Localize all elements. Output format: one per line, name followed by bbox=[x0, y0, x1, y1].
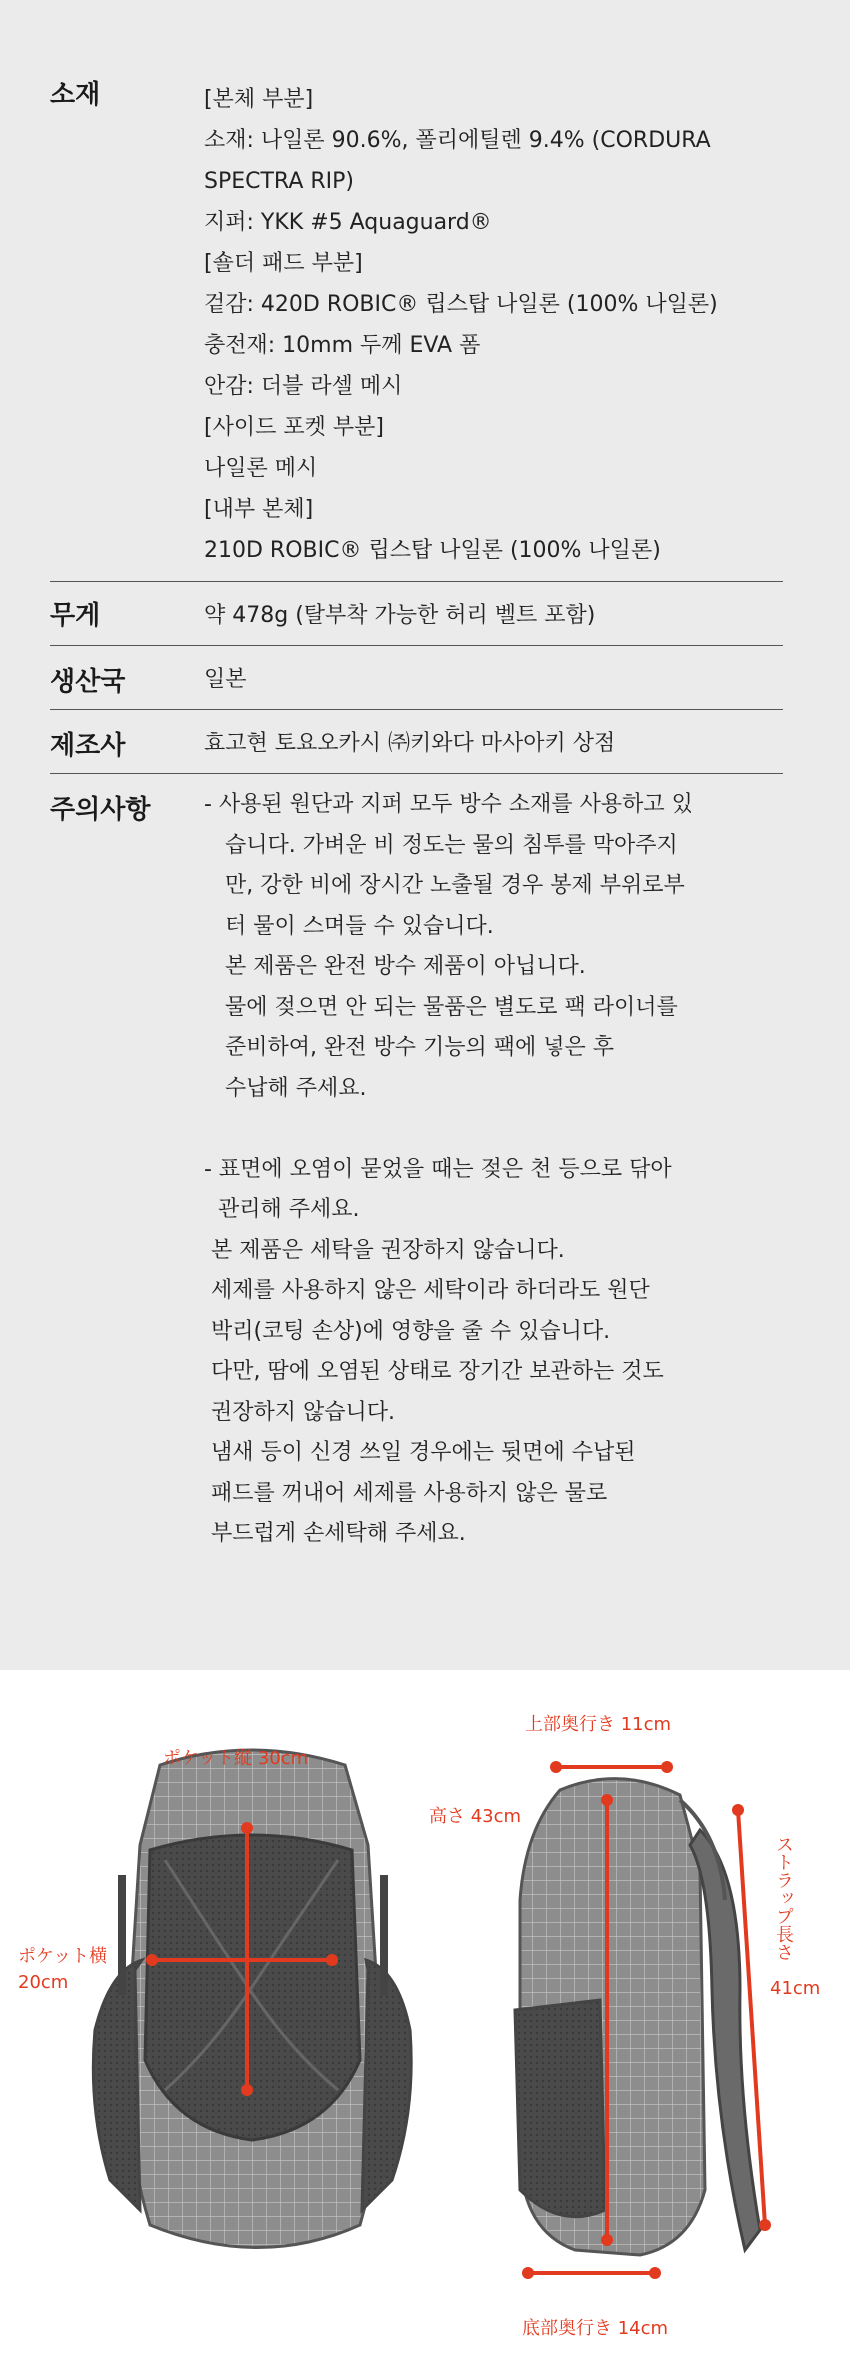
notes-line: 패드를 꺼내어 세제를 사용하지 않은 물로 bbox=[204, 1480, 608, 1506]
material-line: [사이드 포켓 부분] bbox=[204, 415, 384, 440]
notes-row bbox=[50, 775, 783, 1575]
pocket-width-label-2: 20cm bbox=[18, 1972, 69, 1993]
backpack-illustration bbox=[0, 1670, 850, 2361]
material-line: 지퍼: YKK #5 Aquaguard® bbox=[204, 210, 492, 235]
notes-line: - 표면에 오염이 묻었을 때는 젖은 천 등으로 닦아 bbox=[204, 1156, 672, 1182]
notes-line: 수납해 주세요. bbox=[204, 1075, 367, 1101]
material-line: [숄더 패드 부분] bbox=[204, 251, 363, 276]
weight-label: 무게 bbox=[50, 601, 101, 631]
material-line: 소재: 나일론 90.6%, 폴리에틸렌 9.4% (CORDURA bbox=[204, 128, 711, 153]
backpack-front bbox=[93, 1750, 411, 2248]
notes-line: 본 제품은 완전 방수 제품이 아닙니다. bbox=[204, 954, 586, 979]
material-line: [본체 부분] bbox=[204, 87, 314, 112]
weight-row bbox=[50, 583, 783, 646]
notes-line: 다만, 땀에 오염된 상태로 장기간 보관하는 것도 bbox=[204, 1359, 664, 1384]
material-line: 나일론 메시 bbox=[204, 456, 318, 481]
notes-line: 물에 젖으면 안 되는 물품은 별도로 팩 라이너를 bbox=[204, 994, 678, 1020]
weight-text: 약 478g (탈부착 가능한 허리 벨트 포함) bbox=[204, 603, 596, 628]
notes-line: 만, 강한 비에 장시간 노출될 경우 봉제 부위로부 bbox=[204, 873, 685, 898]
notes-line: 박리(코팅 손상)에 영향을 줄 수 있습니다. bbox=[204, 1318, 611, 1344]
product-photo-area bbox=[0, 1670, 850, 2361]
notes-line: 냄새 등이 신경 쓰일 경우에는 뒷면에 수납된 bbox=[204, 1440, 636, 1465]
notes-line: 부드럽게 손세탁해 주세요. bbox=[204, 1521, 466, 1546]
material-line: [내부 본체] bbox=[204, 497, 314, 522]
origin-label: 생산국 bbox=[50, 667, 126, 697]
backpack-side bbox=[515, 1779, 760, 2255]
material-row bbox=[50, 60, 783, 582]
pocket-width-label-1: ポケット横 bbox=[18, 1946, 108, 1967]
pocket-height-label: ポケット縦 30cm bbox=[163, 1748, 309, 1769]
material-line: 210D ROBIC® 립스탑 나일론 (100% 나일론) bbox=[204, 538, 661, 563]
maker-row bbox=[50, 711, 783, 774]
origin-text: 일본 bbox=[204, 667, 247, 692]
notes-line: 준비하여, 완전 방수 기능의 팩에 넣은 후 bbox=[204, 1035, 614, 1060]
maker-text: 효고현 토요오카시 ㈜키와다 마사아키 상점 bbox=[204, 731, 616, 756]
height-label: 高さ 43cm bbox=[429, 1806, 522, 1827]
maker-label: 제조사 bbox=[50, 731, 126, 761]
notes-line bbox=[204, 1109, 693, 1150]
bottom-depth-label: 底部奥行き 14cm bbox=[522, 2318, 669, 2339]
material-line: 안감: 더블 라셀 메시 bbox=[204, 374, 403, 399]
material-line: 충전재: 10mm 두께 EVA 폼 bbox=[204, 333, 481, 358]
top-depth-label: 上部奥行き 11cm bbox=[525, 1714, 672, 1735]
strap-length-value: 41cm bbox=[770, 1978, 821, 1999]
notes-line: 권장하지 않습니다. bbox=[204, 1399, 395, 1425]
strap-length-label: ストラップ長さ bbox=[773, 1835, 794, 1961]
notes-label: 주의사항 bbox=[50, 795, 151, 825]
material-line: 겉감: 420D ROBIC® 립스탑 나일론 (100% 나일론) bbox=[204, 292, 718, 317]
notes-line: 본 제품은 세탁을 권장하지 않습니다. bbox=[204, 1237, 565, 1263]
material-line: SPECTRA RIP) bbox=[204, 169, 354, 194]
material-lines bbox=[204, 79, 718, 571]
origin-row bbox=[50, 647, 783, 710]
material-label: 소재 bbox=[50, 80, 101, 110]
notes-line: 세제를 사용하지 않은 세탁이라 하더라도 원단 bbox=[204, 1278, 650, 1303]
notes-line: - 사용된 원단과 지퍼 모두 방수 소재를 사용하고 있 bbox=[204, 792, 693, 817]
notes-line: 습니다. 가벼운 비 정도는 물의 침투를 막아주지 bbox=[204, 832, 678, 858]
notes-line: 관리해 주세요. bbox=[204, 1197, 360, 1222]
notes-line: 터 물이 스며들 수 있습니다. bbox=[204, 913, 494, 939]
maker-value bbox=[204, 723, 615, 764]
origin-value bbox=[204, 659, 247, 700]
weight-value bbox=[204, 595, 595, 636]
notes-lines bbox=[204, 785, 693, 1555]
